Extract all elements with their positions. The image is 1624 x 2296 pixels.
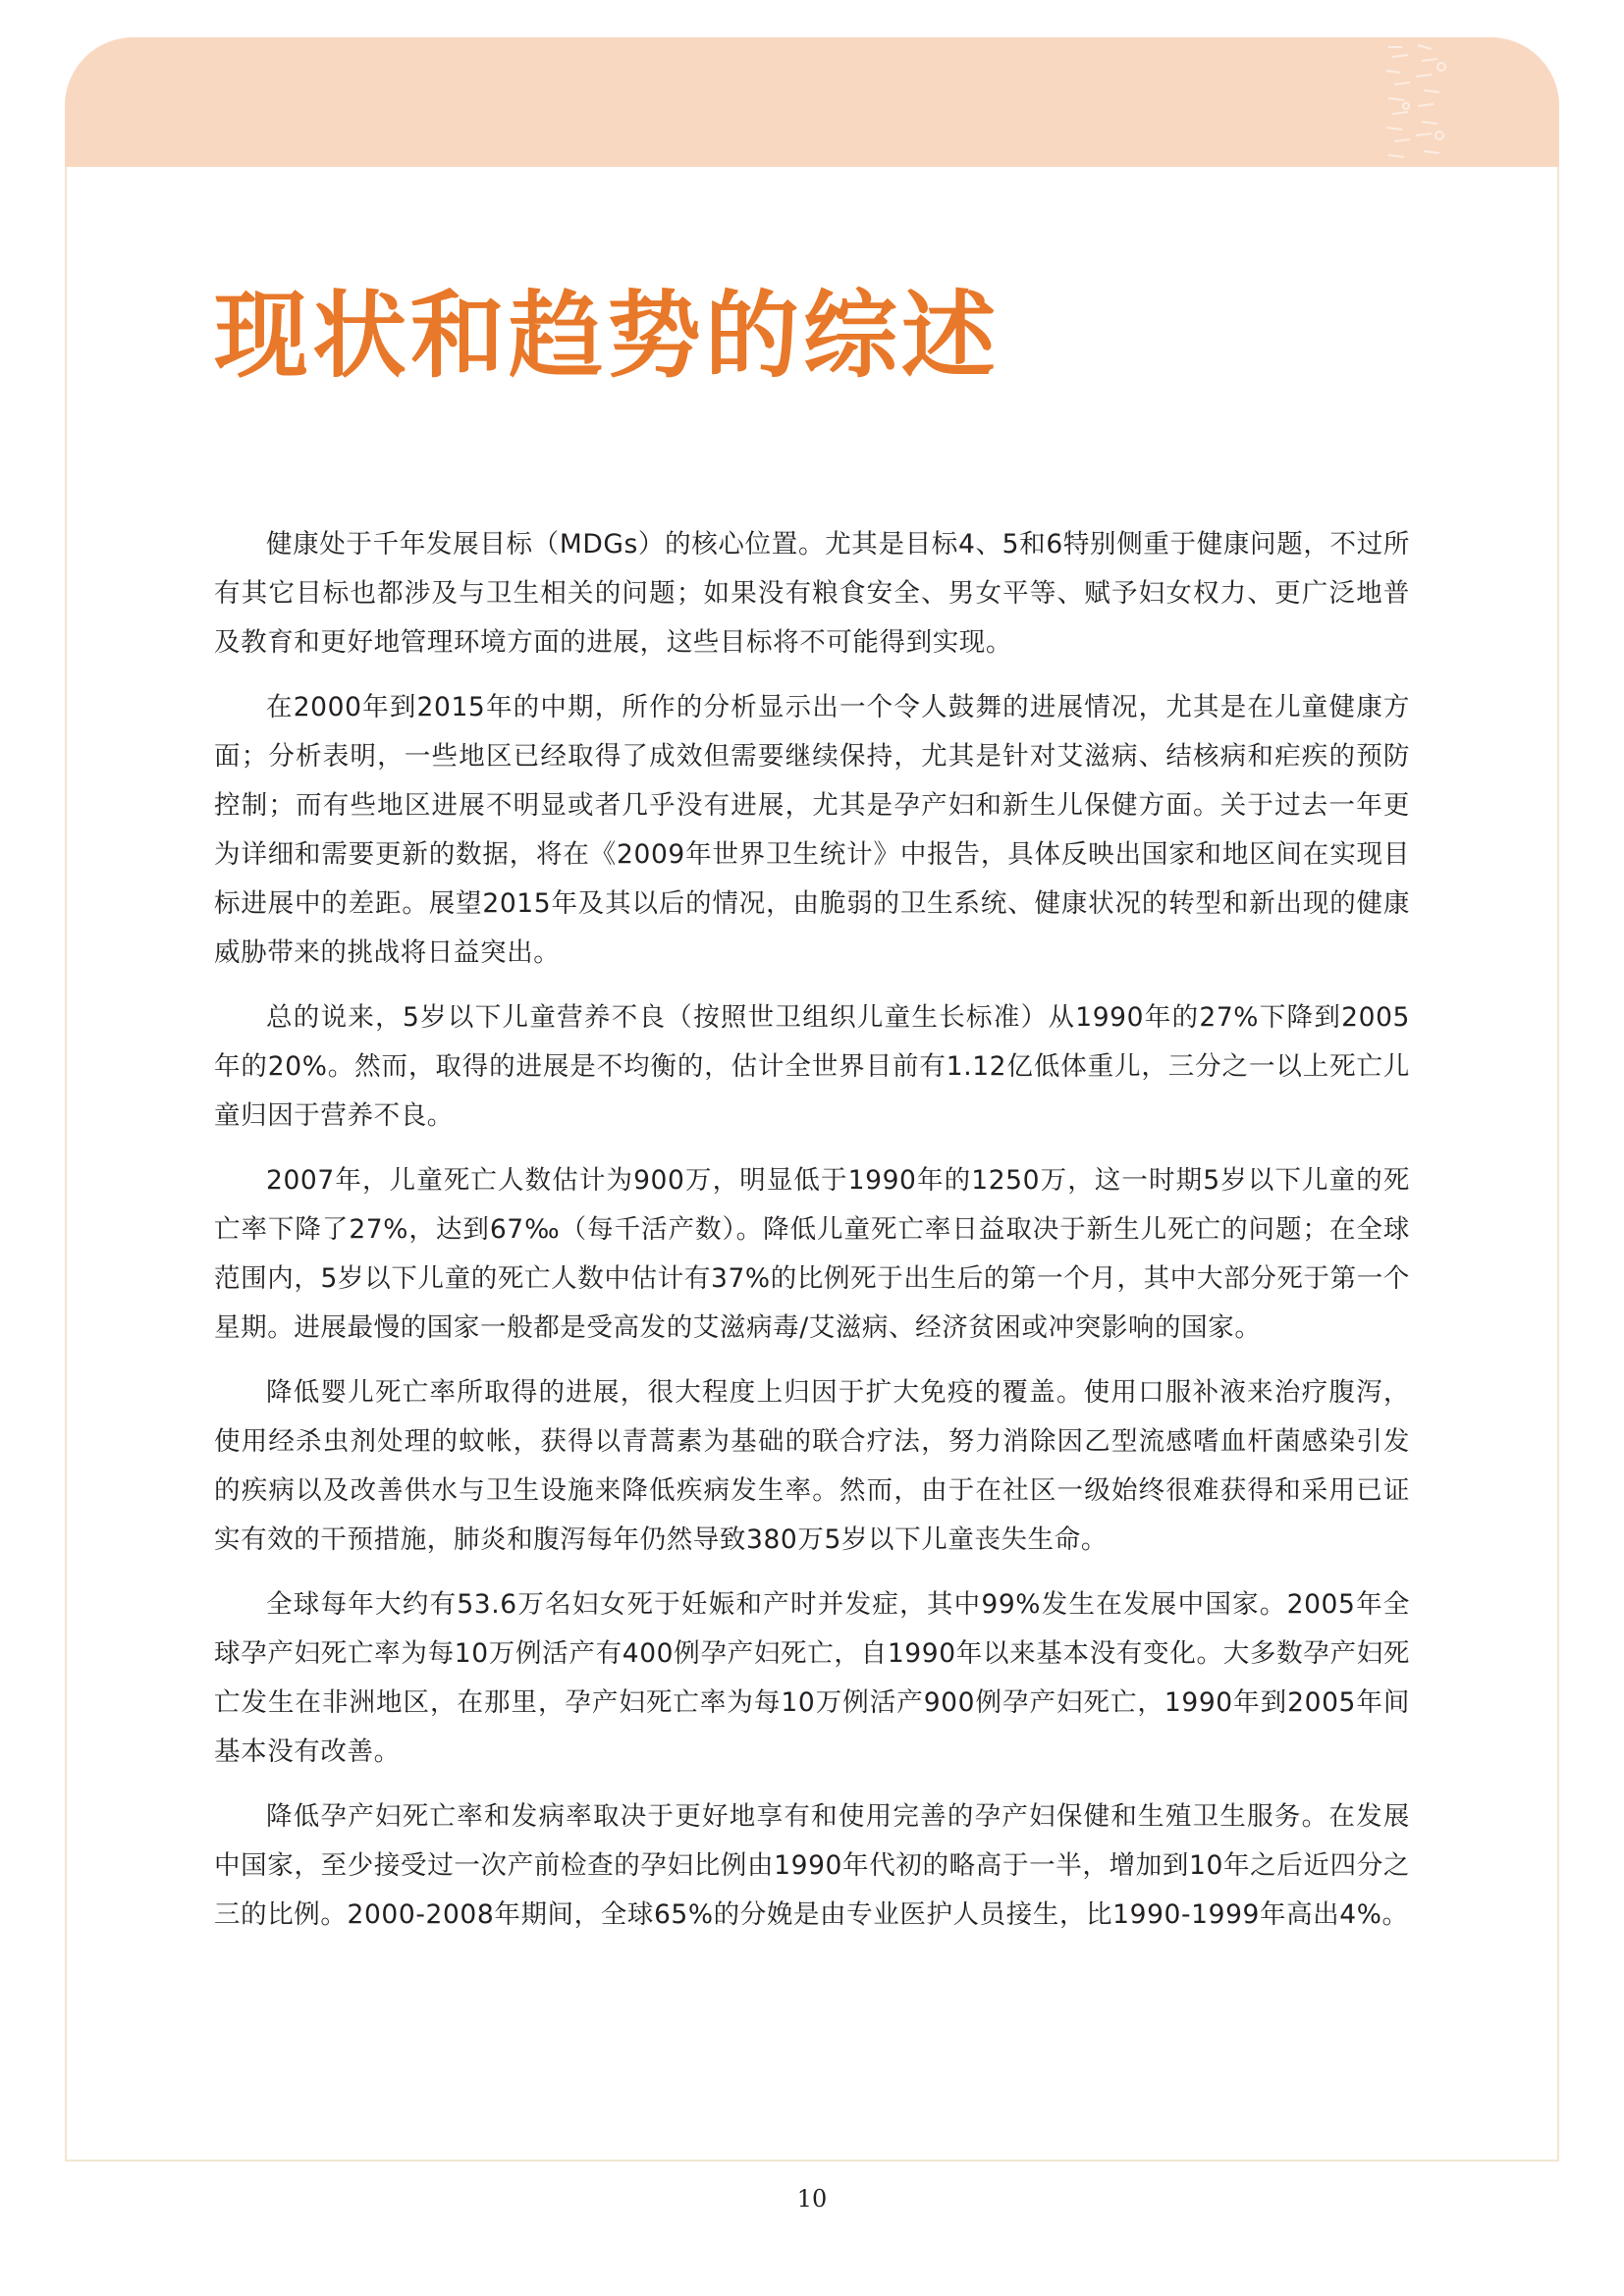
paragraph: 降低婴儿死亡率所取得的进展，很大程度上归因于扩大免疫的覆盖。使用口服补液来治疗腹泻，使用经杀虫剂处理的蚊帐，获得以青蒿素为基础的联合疗法，努力消除因乙型流感嗜血杆菌感染引发的疾病以及改善供水与卫生设施来降低疾病发生率。然而，由于在社区一级始终很难获得和采用已证实有效的干预措施，肺炎和腹泻每年仍然导致380万5岁以下儿童丧失生命。 bbox=[214, 1377, 1410, 1555]
body-text bbox=[214, 520, 1410, 1955]
paragraph: 2007年，儿童死亡人数估计为900万，明显低于1990年的1250万，这一时期5岁以下儿童的死亡率下降了27%，达到67‰（每千活产数）。降低儿童死亡率日益取决于新生儿死亡的问题；在全球范围内，5岁以下儿童的死亡人数中估计有37%的比例死于出生后的第一个月，其中大部分死于第一个星期。进展最慢的国家一般都是受高发的艾滋病毒/艾滋病、经济贫困或冲突影响的国家。 bbox=[214, 1165, 1410, 1343]
page-number: 10 bbox=[796, 2185, 828, 2213]
page-title: 现状和趋势的综述 bbox=[214, 281, 1000, 391]
decorative-pattern-icon bbox=[1382, 37, 1451, 167]
paragraph: 总的说来，5岁以下儿童营养不良（按照世卫组织儿童生长标准）从1990年的27%下降到2005年的20%。然而，取得的进展是不均衡的，估计全世界目前有1.12亿低体重儿，三分之一以上死亡儿童归因于营养不良。 bbox=[214, 1002, 1410, 1131]
paragraph: 在2000年到2015年的中期，所作的分析显示出一个令人鼓舞的进展情况，尤其是在儿童健康方面；分析表明，一些地区已经取得了成效但需要继续保持，尤其是针对艾滋病、结核病和疟疾的预防控制；而有些地区进展不明显或者几乎没有进展，尤其是孕产妇和新生儿保健方面。关于过去一年更为详细和需要更新的数据，将在《2009年世界卫生统计》中报告，具体反映出国家和地区间在实现目标进展中的差距。展望2015年及其以后的情况，由脆弱的卫生系统、健康状况的转型和新出现的健康威胁带来的挑战将日益突出。 bbox=[214, 692, 1410, 968]
header-band bbox=[65, 37, 1559, 167]
paragraph: 全球每年大约有53.6万名妇女死于妊娠和产时并发症，其中99%发生在发展中国家。2005年全球孕产妇死亡率为每10万例活产有400例孕产妇死亡，自1990年以来基本没有变化。大多数孕产妇死亡发生在非洲地区，在那里，孕产妇死亡率为每10万例活产900例孕产妇死亡，1990年到2005年间基本没有改善。 bbox=[214, 1589, 1410, 1767]
paragraph: 降低孕产妇死亡率和发病率取决于更好地享有和使用完善的孕产妇保健和生殖卫生服务。在发展中国家，至少接受过一次产前检查的孕妇比例由1990年代初的略高于一半，增加到10年之后近四分之三的比例。2000-2008年期间，全球65%的分娩是由专业医护人员接生，比1990-1999年高出4%。 bbox=[214, 1801, 1410, 1930]
paragraph: 健康处于千年发展目标（MDGs）的核心位置。尤其是目标4、5和6特别侧重于健康问题，不过所有其它目标也都涉及与卫生相关的问题；如果没有粮食安全、男女平等、赋予妇女权力、更广泛地普及教育和更好地管理环境方面的进展，这些目标将不可能得到实现。 bbox=[214, 529, 1410, 658]
